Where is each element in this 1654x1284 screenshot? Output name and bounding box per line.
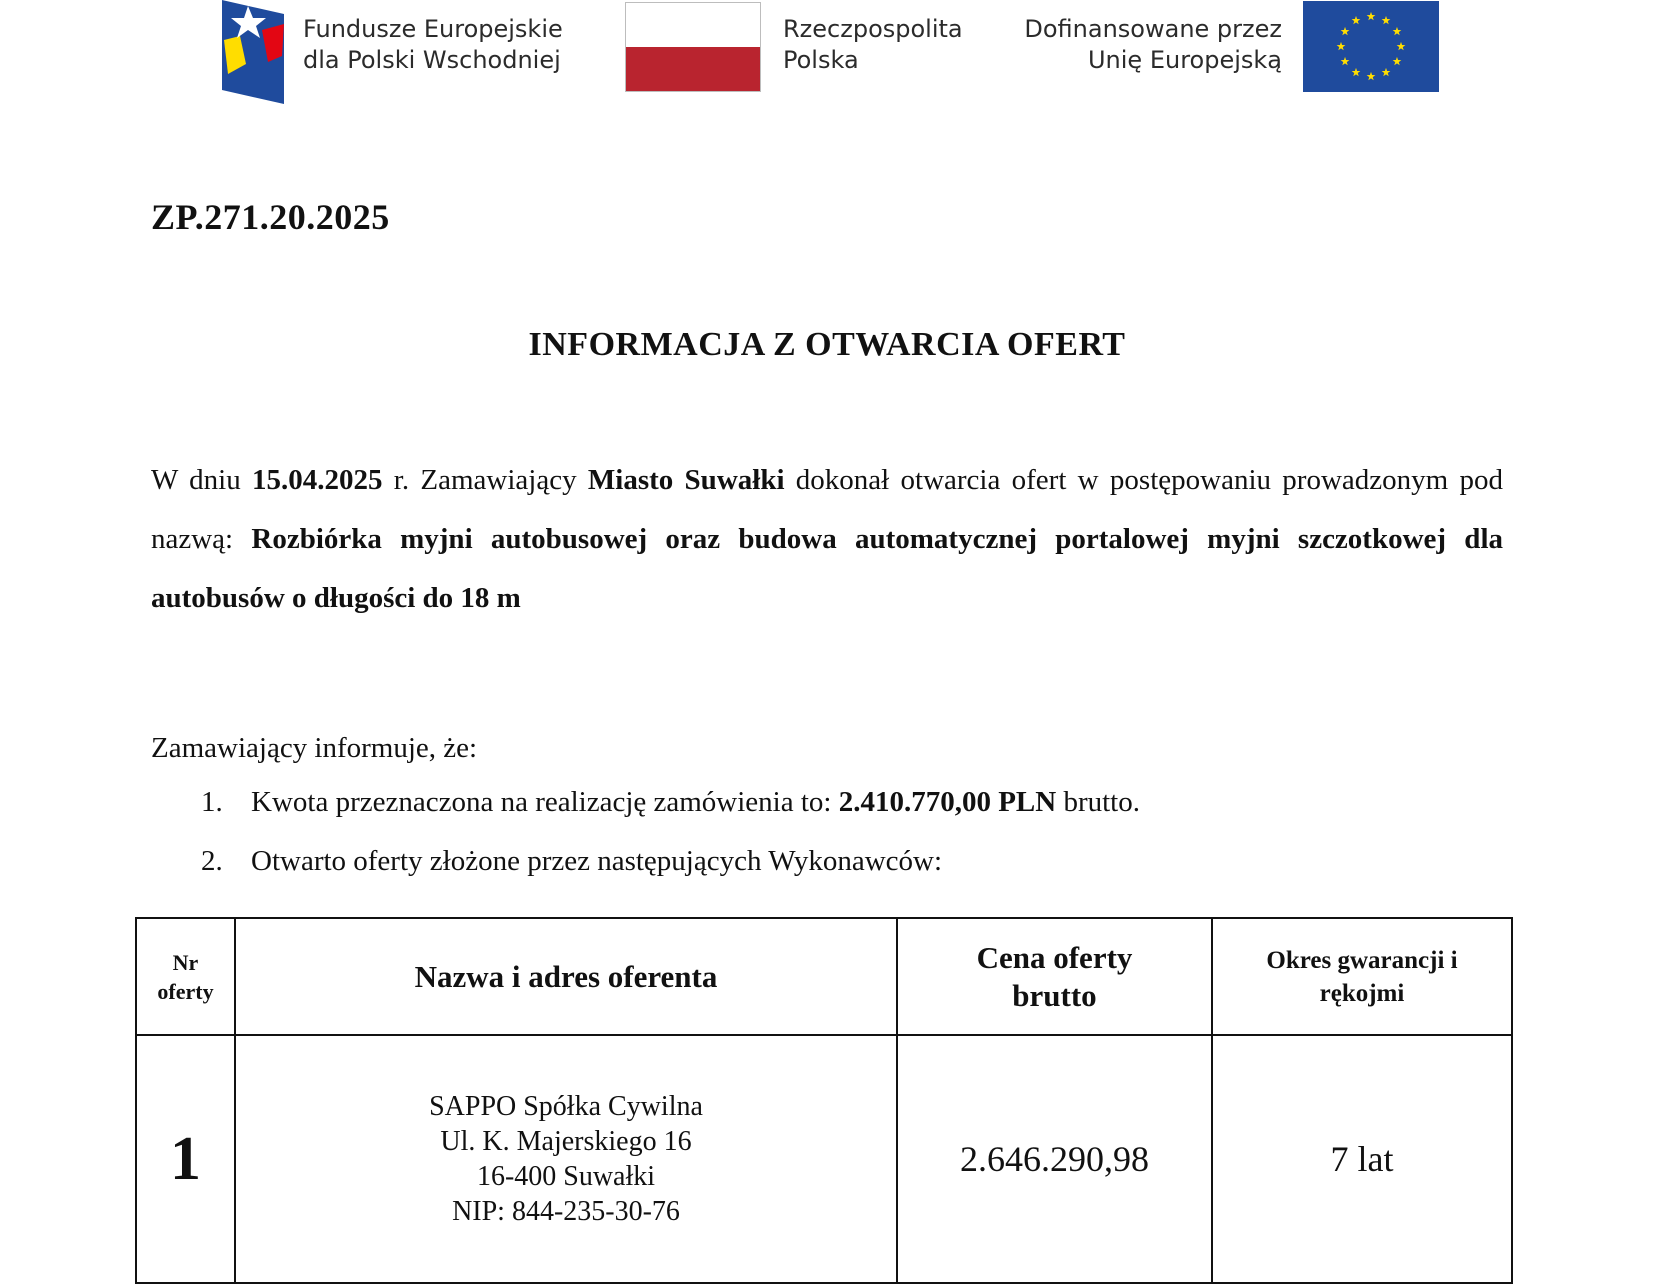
header-offer-number-line2: oferty	[157, 978, 214, 1004]
budget-amount: 2.410.770,00 PLN	[838, 786, 1057, 818]
european-funds-logo	[222, 0, 284, 104]
project-name: Rozbiórka myjni autobusowej oraz budowa automatycznej portalowej myjni szczotkowej dla autobusów o długości do 18 m	[151, 523, 1503, 614]
list-item-number: 1.	[201, 786, 223, 818]
offers-table	[135, 917, 1513, 1284]
intro-text-1: W dniu	[151, 464, 252, 496]
bidder-street: Ul. K. Majerskiego 16	[440, 1126, 692, 1157]
header-warranty-line2: rękojmi	[1319, 979, 1405, 1007]
list-item	[151, 845, 1503, 904]
eu-cofunded-line1: Dofinansowane przez	[1024, 15, 1282, 43]
eu-cofunded-text	[1024, 14, 1282, 76]
eu-flag	[1303, 1, 1439, 92]
european-funds-text	[303, 14, 563, 76]
table-header-row	[136, 918, 1512, 1035]
header-offer-number-line1: Nr	[172, 949, 199, 975]
header-warranty-period	[1212, 918, 1512, 1035]
european-funds-line1: Fundusze Europejskie	[303, 15, 563, 43]
republic-of-poland-text	[783, 14, 963, 76]
informs-heading: Zamawiający informuje, że:	[151, 732, 478, 764]
list-item	[151, 786, 1503, 845]
polish-flag-white	[626, 3, 760, 47]
list-item-text	[251, 786, 1140, 819]
opening-date: 15.04.2025	[252, 464, 383, 496]
contracting-authority: Miasto Suwałki	[587, 464, 785, 496]
reference-number: ZP.271.20.2025	[151, 197, 390, 237]
header-offer-price-line1: Cena oferty	[976, 939, 1133, 975]
logo-bar	[0, 0, 1654, 110]
offer-price: 2.646.290,98	[897, 1035, 1212, 1283]
bidder-tax-id: NIP: 844-235-30-76	[452, 1196, 680, 1227]
intro-paragraph	[151, 451, 1503, 628]
table-row	[136, 1035, 1512, 1283]
eu-cofunded-line2: Unię Europejską	[1087, 46, 1282, 74]
header-offer-price	[897, 918, 1212, 1035]
republic-of-poland-line1: Rzeczpospolita	[783, 15, 963, 43]
page-title: INFORMACJA Z OTWARCIA OFERT	[528, 326, 1126, 363]
warranty-period: 7 lat	[1212, 1035, 1512, 1283]
bidder-name: SAPPO Spółka Cywilna	[429, 1091, 703, 1122]
polish-flag-red	[626, 47, 760, 91]
offer-number: 1	[136, 1035, 235, 1283]
header-bidder-name: Nazwa i adres oferenta	[235, 918, 897, 1035]
header-offer-number	[136, 918, 235, 1035]
bidder-name-address	[235, 1035, 897, 1283]
info-list	[151, 786, 1503, 904]
header-warranty-line1: Okres gwarancji i	[1266, 946, 1458, 974]
budget-text-before: Kwota przeznaczona na realizację zamówienia to:	[251, 786, 839, 818]
bidder-city: 16-400 Suwałki	[476, 1161, 656, 1192]
list-item-number: 2.	[201, 845, 223, 877]
header-offer-price-line2: brutto	[1012, 977, 1097, 1013]
budget-text-after: brutto.	[1056, 786, 1140, 818]
european-funds-line2: dla Polski Wschodniej	[303, 46, 561, 74]
polish-flag	[625, 2, 761, 92]
republic-of-poland-line2: Polska	[783, 46, 859, 74]
intro-text-3: dokonał otwarcia ofert w postępowaniu prowadzonym pod nazwą:	[151, 464, 1503, 555]
intro-text-2: r. Zamawiający	[382, 464, 588, 496]
list-item-text: Otwarto oferty złożone przez następujących Wykonawców:	[251, 845, 943, 877]
